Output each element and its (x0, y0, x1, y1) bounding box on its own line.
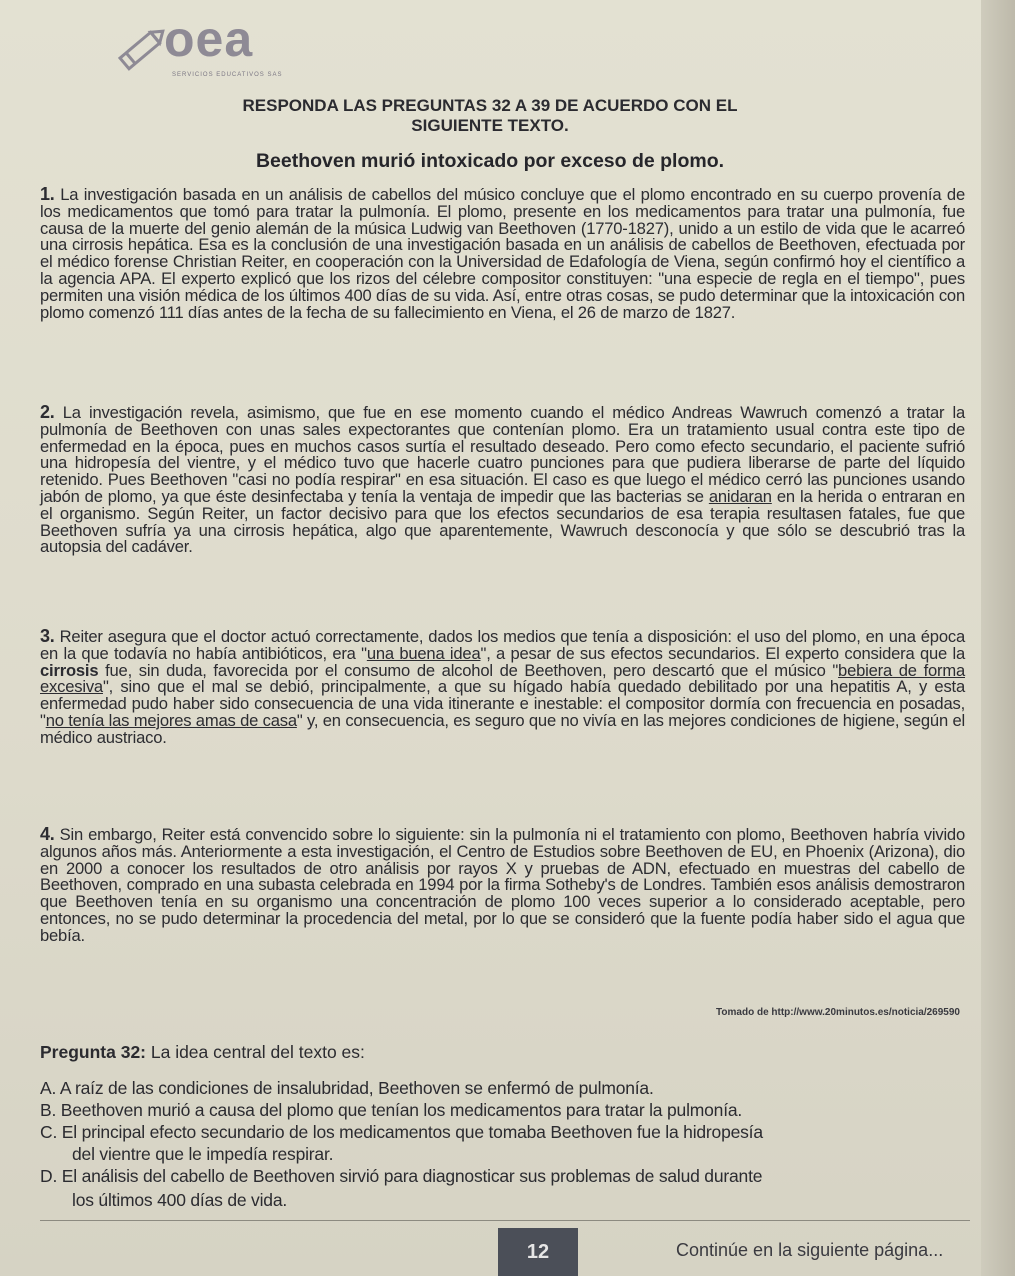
source-citation: Tomado de http://www.20minutos.es/noticia/269590 (716, 1007, 960, 1018)
paragraph-text: Reiter asegura que el doctor actuó correctamente, dados los medios que tenía a disposición: el uso del plomo, en una época en la que todavía no había antibióticos, era " (40, 627, 965, 663)
paragraph-text: Sin embargo, Reiter está convencido sobre lo siguiente: sin la pulmonía ni el tratamiento con plomo, Beethoven habría vivido algunos años más. Anteriormente a esta investigación, el Centro de Estudios sobre Beethoven de EU, en Phoenix (Arizona), dio en 2000 a conocer los resultados de otro análisis por rayos X y pruebas de ADN, efectuado en muestras del cabello de Beethoven, comprado en una subasta celebrada en 1994 por la firma Sotheby's de Londres. También esos análisis demostraron que Beethoven tenía en su organismo una concentración de plomo 100 veces superior a lo considerado aceptable, pero entonces, no se pudo determinar la procedencia del metal, por lo que se consideró que la fuente podía haber sido el agua que bebía. (40, 825, 965, 945)
continue-note: Continúe en la siguiente página... (676, 1240, 944, 1260)
underlined-phrase: bebiera de forma excesiva (40, 660, 965, 697)
option-d-continuation: los últimos 400 días de vida. (72, 1190, 288, 1210)
instructions-line-2: SIGUIENTE TEXTO. (411, 116, 569, 135)
option-c: C. El principal efecto secundario de los medicamentos que tomaba Beethoven fue la hidropesía (40, 1122, 763, 1142)
logo-wordmark: oea (164, 11, 254, 67)
underlined-phrase: una buena idea (366, 643, 481, 663)
question-32 (40, 1042, 365, 1063)
pencil-icon (112, 20, 172, 80)
option-b: B. Beethoven murió a causa del plomo que tenían los medicamentos para tratar la pulmonía. (40, 1100, 743, 1120)
instructions-line-1: RESPONDA LAS PREGUNTAS 32 A 39 DE ACUERDO CON EL (242, 96, 738, 115)
paragraph-text: " y, en consecuencia, es seguro que no vivía en las mejores condiciones de higiene, según el médico austriaco. (40, 710, 965, 747)
underlined-word: anidaran (708, 486, 772, 506)
question-text: La idea central del texto es: (146, 1042, 365, 1062)
paragraph-text: La investigación basada en un análisis de cabellos del músico concluye que el plomo encontrado en su cuerpo provenía de los medicamentos que tomó para tratar la pulmonía. El plomo, presente en los medicamentos para tratar una pulmonía, fue causa de la muerte del genio alemán de la música Ludwig van Beethoven (1770-1827), unido a un estilo de vida que le acarreó una cirrosis hepática. Esa es la conclusión de una investigación basada en un análisis de cabellos de Beethoven, efectuada por el médico forense Christian Reiter, en cooperación con la Universidad de Edafología de Viena, según confirmó hoy el científico a la agencia APA. El experto explicó que los rizos del célebre compositor constituyen: "una especie de regla en el tiempo", pues permiten una visión médica de los últimos 400 días de su vida. Así, entre otras cosas, se pudo determinar que la intoxicación con plomo comenzó 111 días antes de la fecha de su fallecimiento en Viena, el 26 de marzo de 1827. (40, 185, 965, 322)
paragraph-text: fue, sin duda, favorecida por el consumo de alcohol de Beethoven, pero descartó que el músico " (98, 660, 839, 680)
paragraph-number: 1. (40, 184, 55, 204)
paragraph-number: 4. (40, 824, 55, 844)
paragraph-2 (40, 404, 965, 556)
paragraph-text: en la herida o entraran en el organismo. Según Reiter, un factor decisivo para que los efectos secundarios de esa terapia resultasen fatales, fue que Beethoven sufría ya una cirrosis hepática, algo que aparentemente, Wawruch desconocía y que sólo se descubrió tras la autopsia del cadáver. (40, 486, 965, 557)
article-title: Beethoven murió intoxicado por exceso de plomo. (255, 150, 725, 172)
question-label: Pregunta 32: (40, 1042, 146, 1062)
underlined-phrase: no tenía las mejores amas de casa (45, 710, 297, 730)
paragraph-4 (40, 826, 965, 945)
option-a: A. A raíz de las condiciones de insalubridad, Beethoven se enfermó de pulmonía. (40, 1078, 654, 1098)
paragraph-1 (40, 186, 965, 321)
bold-word: cirrosis (40, 660, 99, 680)
page-edge-shadow (981, 0, 1015, 1276)
paragraph-text: La investigación revela, asimismo, que fue en ese momento cuando el médico Andreas Wawruch comenzó a tratar la pulmonía de Beethoven con unas sales expectorantes que contenían plomo. Era un tratamiento usual contra este tipo de enfermedad en la época, pues en muchos casos surtía el resultado deseado. Pero como efecto secundario, el paciente sufrió una hidropesía del vientre, y el médico tuvo que hacerle cuatro punciones para que pudiera liberarse de parte del líquido retenido. Pues Beethoven "casi no podía respirar" en esa situación. El caso es que luego el médico cerró las punciones usando jabón de plomo, ya que éste desinfectaba y tenía la ventaja de impedir que las bacterias se (40, 403, 965, 506)
paragraph-number: 2. (40, 402, 55, 422)
oea-logo (112, 11, 322, 88)
option-c-continuation: del vientre que le impedía respirar. (72, 1144, 334, 1164)
paragraph-text: ", a pesar de sus efectos secundarios. El experto considera que la (480, 643, 965, 663)
paragraph-number: 3. (40, 626, 55, 646)
option-d: D. El análisis del cabello de Beethoven sirvió para diagnosticar sus problemas de salud durante (40, 1166, 763, 1186)
paragraph-3 (40, 628, 965, 747)
page-number: 12 (498, 1228, 578, 1276)
paragraph-text: ", sino que el mal se debió, principalmente, a que su hígado había quedado debilitado por una hepatitis A, y esta enfermedad pudo haber sido consecuencia de una vida itinerante e inestable: el compositor dormía con frecuencia en posadas, " (40, 677, 965, 730)
logo-subtitle: SERVICIOS EDUCATIVOS SAS (172, 72, 283, 78)
footer-divider (40, 1220, 970, 1221)
